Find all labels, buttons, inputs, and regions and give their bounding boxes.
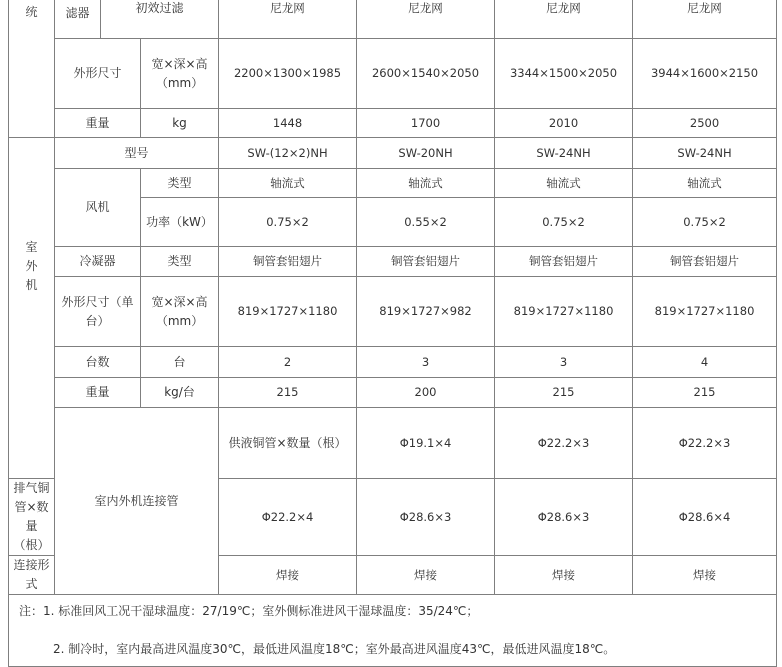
exhaust-pipe-value: Φ28.6×3: [495, 479, 633, 556]
condenser-type-label: 类型: [141, 247, 219, 277]
top-weight-label: 重量: [55, 109, 141, 138]
liquid-pipe-value: Φ22.2×3: [633, 408, 777, 479]
outdoor-dimensions-value: 819×1727×1180: [219, 277, 357, 347]
outdoor-group-text: 室外机: [25, 240, 38, 292]
top-sub-label: 滤器: [55, 0, 101, 39]
top-weight-unit: kg: [141, 109, 219, 138]
outdoor-dimensions-value: 819×1727×982: [357, 277, 495, 347]
model-value: SW-20NH: [357, 138, 495, 169]
model-value: SW-24NH: [495, 138, 633, 169]
outdoor-dimensions-value: 819×1727×1180: [495, 277, 633, 347]
note-2: 2. 制冷时，室内最高进风温度30℃，最低进风温度18℃；室外最高进风温度43℃，最低进风温度18℃。: [53, 642, 616, 656]
filter-value: 尼龙网: [633, 0, 777, 39]
top-dimensions-value: 3944×1600×2150: [633, 39, 777, 109]
connection-value: 焊接: [633, 556, 777, 595]
spec-table-wrapper: [8, 0, 777, 667]
filter-value: 尼龙网: [357, 0, 495, 39]
exhaust-pipe-label: 排气铜管×数量（根）: [9, 479, 55, 556]
outdoor-weight-value: 215: [495, 378, 633, 408]
outdoor-dimensions-label: 外形尺寸（单台）: [55, 277, 141, 347]
top-dimensions-value: 2600×1540×2050: [357, 39, 495, 109]
outdoor-weight-value: 215: [633, 378, 777, 408]
liquid-pipe-label: 供液铜管×数量（根）: [219, 408, 357, 479]
fan-type-value: 轴流式: [495, 169, 633, 198]
filter-value: 尼龙网: [219, 0, 357, 39]
top-group-label: 统: [9, 0, 55, 138]
outdoor-dimensions-value: 819×1727×1180: [633, 277, 777, 347]
condenser-type-value: 铜管套铝翅片: [219, 247, 357, 277]
count-value: 3: [495, 347, 633, 378]
notes-cell: [9, 595, 777, 667]
exhaust-pipe-value: Φ28.6×4: [633, 479, 777, 556]
top-dimensions-unit: 宽×深×高（mm）: [141, 39, 219, 109]
exhaust-pipe-value: Φ28.6×3: [357, 479, 495, 556]
count-value: 3: [357, 347, 495, 378]
condenser-label: 冷凝器: [55, 247, 141, 277]
fan-power-value: 0.75×2: [219, 198, 357, 247]
model-value: SW-(12×2)NH: [219, 138, 357, 169]
count-unit: 台: [141, 347, 219, 378]
top-weight-value: 1448: [219, 109, 357, 138]
count-label: 台数: [55, 347, 141, 378]
outdoor-group-label: [9, 138, 55, 479]
connection-value: 焊接: [357, 556, 495, 595]
outdoor-weight-value: 215: [219, 378, 357, 408]
fan-label: 风机: [55, 169, 141, 247]
exhaust-pipe-value: Φ22.2×4: [219, 479, 357, 556]
top-weight-value: 2500: [633, 109, 777, 138]
top-weight-value: 2010: [495, 109, 633, 138]
fan-type-value: 轴流式: [219, 169, 357, 198]
condenser-type-value: 铜管套铝翅片: [633, 247, 777, 277]
count-value: 2: [219, 347, 357, 378]
liquid-pipe-value: Φ19.1×4: [357, 408, 495, 479]
top-dimensions-value: 2200×1300×1985: [219, 39, 357, 109]
fan-power-value: 0.75×2: [495, 198, 633, 247]
fan-power-value: 0.75×2: [633, 198, 777, 247]
outdoor-weight-label: 重量: [55, 378, 141, 408]
note-1: 注：1. 标准回风工况干湿球温度：27/19℃；室外侧标准进风干湿球温度：35/24℃；: [19, 604, 479, 618]
pipes-group-label: 室内外机连接管: [55, 408, 219, 595]
count-value: 4: [633, 347, 777, 378]
filter-value: 尼龙网: [495, 0, 633, 39]
outdoor-dimensions-unit: 宽×深×高（mm）: [141, 277, 219, 347]
filter-label: 初效过滤: [101, 0, 219, 39]
top-weight-value: 1700: [357, 109, 495, 138]
model-value: SW-24NH: [633, 138, 777, 169]
fan-type-value: 轴流式: [633, 169, 777, 198]
top-dimensions-value: 3344×1500×2050: [495, 39, 633, 109]
connection-value: 焊接: [219, 556, 357, 595]
outdoor-weight-unit: kg/台: [141, 378, 219, 408]
condenser-type-value: 铜管套铝翅片: [495, 247, 633, 277]
fan-type-value: 轴流式: [357, 169, 495, 198]
model-label: 型号: [55, 138, 219, 169]
outdoor-weight-value: 200: [357, 378, 495, 408]
condenser-type-value: 铜管套铝翅片: [357, 247, 495, 277]
spec-table: [8, 0, 777, 667]
fan-type-label: 类型: [141, 169, 219, 198]
fan-power-value: 0.55×2: [357, 198, 495, 247]
top-dimensions-label: 外形尺寸: [55, 39, 141, 109]
fan-power-label: 功率（kW）: [141, 198, 219, 247]
connection-value: 焊接: [495, 556, 633, 595]
liquid-pipe-value: Φ22.2×3: [495, 408, 633, 479]
connection-label: 连接形式: [9, 556, 55, 595]
